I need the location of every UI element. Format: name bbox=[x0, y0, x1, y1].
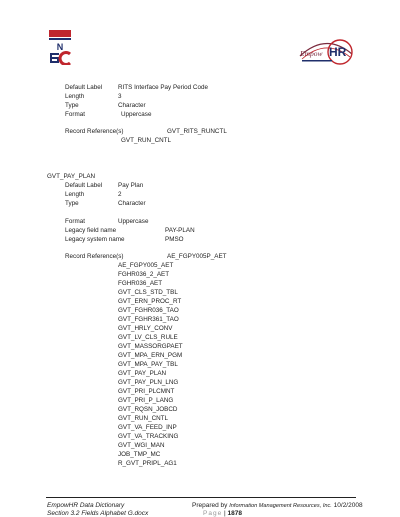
field-name-heading: GVT_PAY_PLAN bbox=[47, 173, 96, 180]
field-value: Uppercase bbox=[121, 111, 152, 118]
footer-doc-title: EmpowHR Data Dictionary bbox=[47, 502, 125, 509]
record-reference-item: R_GVT_PRIPL_AG1 bbox=[118, 460, 177, 467]
field-value: PMSO bbox=[165, 236, 184, 243]
record-reference-item: GVT_PRI_P_LANG bbox=[118, 397, 174, 404]
footer-divider bbox=[46, 497, 356, 498]
field-value: Character bbox=[118, 200, 146, 207]
footer-page-separator: | bbox=[224, 510, 226, 517]
record-reference-item: GVT_FGHR361_TAO bbox=[118, 316, 179, 323]
footer-page-label: Page bbox=[203, 510, 223, 517]
footer-prepared-by bbox=[192, 502, 363, 509]
field-label: Type bbox=[65, 200, 79, 207]
field-label: Format bbox=[65, 218, 85, 225]
record-reference-item: AE_FGPY005_AET bbox=[118, 262, 174, 269]
record-reference-item: GVT_FGHR036_TAO bbox=[118, 307, 179, 314]
record-reference-item: GVT_PRI_PLCMNT bbox=[118, 388, 175, 395]
record-reference-label: Record Reference(s) bbox=[65, 128, 124, 135]
record-reference-item: GVT_MPA_ERN_PGM bbox=[118, 352, 183, 359]
field-label: Length bbox=[65, 93, 85, 100]
field-label: Legacy system name bbox=[65, 236, 125, 243]
record-reference-item: GVT_VA_TRACKING bbox=[118, 433, 179, 440]
footer-date: 10/2/2008 bbox=[333, 502, 363, 509]
record-reference-item: GVT_RQSN_JOBCD bbox=[118, 406, 178, 413]
field-value: RITS Interface Pay Period Code bbox=[118, 84, 208, 91]
record-reference-item: GVT_LV_CLS_RULE bbox=[118, 334, 178, 341]
record-reference-item: GVT_MASSORGPAET bbox=[118, 343, 183, 350]
svg-text:Empow: Empow bbox=[300, 49, 323, 58]
nfc-logo-icon bbox=[48, 29, 72, 65]
field-label: Default Label bbox=[65, 182, 103, 189]
record-reference-item: GVT_HRLY_CONV bbox=[118, 325, 173, 332]
record-reference-value: GVT_RUN_CNTL bbox=[121, 137, 172, 144]
record-reference-value: AE_FGPY005P_AET bbox=[167, 253, 227, 260]
field-value: Uppercase bbox=[118, 218, 149, 225]
record-reference-item: FGHR036_AET bbox=[118, 280, 163, 287]
record-reference-item: GVT_RUN_CNTL bbox=[118, 415, 169, 422]
field-label: Format bbox=[65, 111, 85, 118]
record-reference-item: FGHR036_2_AET bbox=[118, 271, 170, 278]
field-value: Character bbox=[118, 102, 146, 109]
field-value: PAY-PLAN bbox=[165, 227, 195, 234]
footer-section: Section 3.2 Fields Alphabet G.docx bbox=[47, 510, 149, 517]
field-value: 3 bbox=[118, 93, 122, 100]
record-reference-item: GVT_WGI_MAN bbox=[118, 442, 165, 449]
record-reference-item: GVT_ERN_PROC_RT bbox=[118, 298, 182, 305]
svg-text:HR: HR bbox=[329, 45, 347, 59]
field-value: Pay Plan bbox=[118, 182, 144, 189]
record-reference-item: GVT_PAY_PLAN bbox=[118, 370, 167, 377]
record-reference-item: GVT_VA_FEED_INP bbox=[118, 424, 177, 431]
record-reference-label: Record Reference(s) bbox=[65, 253, 124, 260]
field-value: 2 bbox=[118, 191, 122, 198]
record-reference-item: JOB_TMP_MC bbox=[118, 451, 161, 458]
field-label: Legacy field name bbox=[65, 227, 117, 234]
footer-prepared-org: Information Management Resources, Inc. bbox=[229, 503, 332, 509]
footer-prepared-prefix: Prepared by bbox=[192, 502, 228, 509]
field-label: Default Label bbox=[65, 84, 103, 91]
svg-text:N: N bbox=[56, 42, 64, 52]
footer-page-number: 1878 bbox=[227, 510, 242, 517]
field-label: Type bbox=[65, 102, 79, 109]
empowhr-logo-icon bbox=[296, 28, 356, 70]
field-label: Length bbox=[65, 191, 85, 198]
record-reference-item: GVT_CLS_STD_TBL bbox=[118, 289, 178, 296]
record-reference-item: GVT_MPA_PAY_TBL bbox=[118, 361, 178, 368]
record-reference-value: GVT_RITS_RUNCTL bbox=[167, 128, 227, 135]
record-reference-item: GVT_PAY_PLN_LNG bbox=[118, 379, 179, 386]
